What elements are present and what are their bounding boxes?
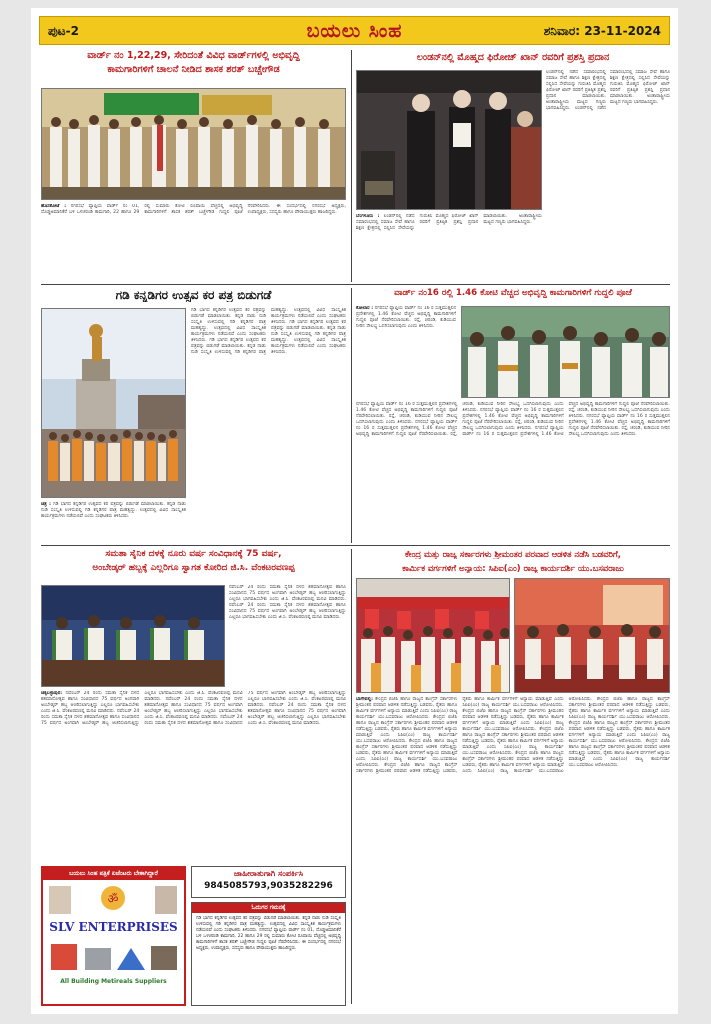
readers-notice-box: [191, 902, 346, 1006]
article-3-headline: ಗಡಿ ಕನ್ನಡಿಗರ ಉತ್ಸವ ಕರ ಪತ್ರ ಬಿಡುಗಡೆ: [115, 288, 272, 302]
article-2-side-body: ಲಂಡನ್‌ನಲ್ಲಿ ನಡೆದ ಸಮಾರಂಭದಲ್ಲಿ ಸಮಾಜ ಸೇವೆ ಹಾಗೂ ಶಿಕ್ಷಣ ಕ್ಷೇತ್ರದಲ್ಲಿ ಸಲ್ಲಿಸಿದ ಸೇವೆಯನ್ನು ಗುರುತಿಸಿ ಮೊಹ್ಮದ ಫಿರೋಜ್ ಖಾನ್ ರವರಿಗೆ ಪ್ರತಿಷ್ಠಿತ ಪ್ರಶಸ್ತಿ ಪ್ರದಾನ ಮಾಡಲಾಯಿತು. ಅಂತಾರಾಷ್ಟ್ರೀಯ ಮಟ್ಟದ ಗಣ್ಯರು ಭಾಗವಹಿಸಿದ್ದರು. ಲಂಡನ್‌ನಲ್ಲಿ ನಡೆದ ಸಮಾರಂಭದಲ್ಲಿ ಸಮಾಜ ಸೇವೆ ಹಾಗೂ ಶಿಕ್ಷಣ ಕ್ಷೇತ್ರದಲ್ಲಿ ಸಲ್ಲಿಸಿದ ಸೇವೆಯನ್ನು ಗುರುತಿಸಿ ಮೊಹ್ಮದ ಫಿರೋಜ್ ಖಾನ್ ರವರಿಗೆ ಪ್ರತಿಷ್ಠಿತ ಪ್ರಶಸ್ತಿ ಪ್ರದಾನ ಮಾಡಲಾಯಿತು. ಅಂತಾರಾಷ್ಟ್ರೀಯ ಮಟ್ಟದ ಗಣ್ಯರು ಭಾಗವಹಿಸಿದ್ದರು.: [546, 70, 670, 111]
article-6-body: ಬಾಗೇಪಲ್ಲಿ: ಕೇಂದ್ರದ ಬಿಜೆಪಿ ಹಾಗೂ ರಾಜ್ಯದ ಕಾಂಗ್ರೆಸ್ ಸರ್ಕಾರಗಳು ಶ್ರೀಮಂತರ ಪರವಾದ ಆಡಳಿತ ನಡೆಸುತ್ತಿದ್ದು ಬಡವರು, ರೈತರು ಹಾಗೂ ಕಾರ್ಮಿಕ ವರ್ಗಗಳಿಗೆ ಅನ್ಯಾಯ ಮಾಡುತ್ತಿವೆ ಎಂದು ಸಿಪಿಐ(ಎಂ) ರಾಜ್ಯ ಕಾರ್ಯದರ್ಶಿ ಯು.ಬಸವರಾಜು ಆರೋಪಿಸಿದರು. ಕೇಂದ್ರದ ಬಿಜೆಪಿ ಹಾಗೂ ರಾಜ್ಯದ ಕಾಂಗ್ರೆಸ್ ಸರ್ಕಾರಗಳು ಶ್ರೀಮಂತರ ಪರವಾದ ಆಡಳಿತ ನಡೆಸುತ್ತಿದ್ದು ಬಡವರು, ರೈತರು ಹಾಗೂ ಕಾರ್ಮಿಕ ವರ್ಗಗಳಿಗೆ ಅನ್ಯಾಯ ಮಾಡುತ್ತಿವೆ ಎಂದು ಸಿಪಿಐ(ಎಂ) ರಾಜ್ಯ ಕಾರ್ಯದರ್ಶಿ ಯು.ಬಸವರಾಜು ಆರೋಪಿಸಿದರು. ಕೇಂದ್ರದ ಬಿಜೆಪಿ ಹಾಗೂ ರಾಜ್ಯದ ಕಾಂಗ್ರೆಸ್ ಸರ್ಕಾರಗಳು ಶ್ರೀಮಂತರ ಪರವಾದ ಆಡಳಿತ ನಡೆಸುತ್ತಿದ್ದು ಬಡವರು, ರೈತರು ಹಾಗೂ ಕಾರ್ಮಿಕ ವರ್ಗಗಳಿಗೆ ಅನ್ಯಾಯ ಮಾಡುತ್ತಿವೆ ಎಂದು ಸಿಪಿಐ(ಎಂ) ರಾಜ್ಯ ಕಾರ್ಯದರ್ಶಿ ಯು.ಬಸವರಾಜು ಆರೋಪಿಸಿದರು. ಕೇಂದ್ರದ ಬಿಜೆಪಿ ಹಾಗೂ ರಾಜ್ಯದ ಕಾಂಗ್ರೆಸ್ ಸರ್ಕಾರಗಳು ಶ್ರೀಮಂತರ ಪರವಾದ ಆಡಳಿತ ನಡೆಸುತ್ತಿದ್ದು ಬಡವರು, ರೈತರು ಹಾಗೂ ಕಾರ್ಮಿಕ ವರ್ಗಗಳಿಗೆ ಅನ್ಯಾಯ ಮಾಡುತ್ತಿವೆ ಎಂದು ಸಿಪಿಐ(ಎಂ) ರಾಜ್ಯ ಕಾರ್ಯದರ್ಶಿ ಯು.ಬಸವರಾಜು ಆರೋಪಿಸಿದರು. ಕೇಂದ್ರದ ಬಿಜೆಪಿ ಹಾಗೂ ರಾಜ್ಯದ ಕಾಂಗ್ರೆಸ್ ಸರ್ಕಾರಗಳು ಶ್ರೀಮಂತರ ಪರವಾದ ಆಡಳಿತ ನಡೆಸುತ್ತಿದ್ದು ಬಡವರು, ರೈತರು ಹಾಗೂ ಕಾರ್ಮಿಕ ವರ್ಗಗಳಿಗೆ ಅನ್ಯಾಯ ಮಾಡುತ್ತಿವೆ ಎಂದು ಸಿಪಿಐ(ಎಂ) ರಾಜ್ಯ ಕಾರ್ಯದರ್ಶಿ ಯು.ಬಸವರಾಜು ಆರೋಪಿಸಿದರು. ಕೇಂದ್ರದ ಬಿಜೆಪಿ ಹಾಗೂ ರಾಜ್ಯದ ಕಾಂಗ್ರೆಸ್ ಸರ್ಕಾರಗಳು ಶ್ರೀಮಂತರ ಪರವಾದ ಆಡಳಿತ ನಡೆಸುತ್ತಿದ್ದು ಬಡವರು, ರೈತರು ಹಾಗೂ ಕಾರ್ಮಿಕ ವರ್ಗಗಳಿಗೆ ಅನ್ಯಾಯ ಮಾಡುತ್ತಿವೆ ಎಂದು ಸಿಪಿಐ(ಎಂ) ರಾಜ್ಯ ಕಾರ್ಯದರ್ಶಿ ಯು.ಬಸವರಾಜು ಆರೋಪಿಸಿದರು. ಕೇಂದ್ರದ ಬಿಜೆಪಿ ಹಾಗೂ ರಾಜ್ಯದ ಕಾಂಗ್ರೆಸ್ ಸರ್ಕಾರಗಳು ಶ್ರೀಮಂತರ ಪರವಾದ ಆಡಳಿತ ನಡೆಸುತ್ತಿದ್ದು ಬಡವರು, ರೈತರು ಹಾಗೂ ಕಾರ್ಮಿಕ ವರ್ಗಗಳಿಗೆ ಅನ್ಯಾಯ ಮಾಡುತ್ತಿವೆ ಎಂದು ಸಿಪಿಐ(ಎಂ) ರಾಜ್ಯ ಕಾರ್ಯದರ್ಶಿ ಯು.ಬಸವರಾಜು ಆರೋಪಿಸಿದರು. ಕೇಂದ್ರದ ಬಿಜೆಪಿ ಹಾಗೂ ರಾಜ್ಯದ ಕಾಂಗ್ರೆಸ್ ಸರ್ಕಾರಗಳು ಶ್ರೀಮಂತರ ಪರವಾದ ಆಡಳಿತ ನಡೆಸುತ್ತಿದ್ದು ಬಡವರು, ರೈತರು ಹಾಗೂ ಕಾರ್ಮಿಕ ವರ್ಗಗಳಿಗೆ ಅನ್ಯಾಯ ಮಾಡುತ್ತಿವೆ ಎಂದು ಸಿಪಿಐ(ಎಂ) ರಾಜ್ಯ ಕಾರ್ಯದರ್ಶಿ ಯು.ಬಸವರಾಜು ಆರೋಪಿಸಿದರು. ಕೇಂದ್ರದ ಬಿಜೆಪಿ ಹಾಗೂ ರಾಜ್ಯದ ಕಾಂಗ್ರೆಸ್ ಸರ್ಕಾರಗಳು ಶ್ರೀಮಂತರ ಪರವಾದ ಆಡಳಿತ ನಡೆಸುತ್ತಿದ್ದು ಬಡವರು, ರೈತರು ಹಾಗೂ ಕಾರ್ಮಿಕ ವರ್ಗಗಳಿಗೆ ಅನ್ಯಾಯ ಮಾಡುತ್ತಿವೆ ಎಂದು ಸಿಪಿಐ(ಎಂ) ರಾಜ್ಯ ಕಾರ್ಯದರ್ಶಿ ಯು.ಬಸವರಾಜು ಆರೋಪಿಸಿದರು. ಕೇಂದ್ರದ ಬಿಜೆಪಿ ಹಾಗೂ ರಾಜ್ಯದ ಕಾಂಗ್ರೆಸ್ ಸರ್ಕಾರಗಳು ಶ್ರೀಮಂತರ ಪರವಾದ ಆಡಳಿತ ನಡೆಸುತ್ತಿದ್ದು ಬಡವರು, ರೈತರು ಹಾಗೂ ಕಾರ್ಮಿಕ ವರ್ಗಗಳಿಗೆ ಅನ್ಯಾಯ ಮಾಡುತ್ತಿವೆ ಎಂದು ಸಿಪಿಐ(ಎಂ) ರಾಜ್ಯ ಕಾರ್ಯದರ್ಶಿ ಯು.ಬಸವರಾಜು ಆರೋಪಿಸಿದರು.: [356, 697, 670, 774]
notice-title: ಓದುಗರ ಗಮನಕ್ಕೆ: [192, 903, 345, 913]
svg-text:ॐ: ॐ: [107, 892, 119, 906]
article-4-headline: ವಾರ್ಡ್ ನಂ16 ರಲ್ಲಿ 1.46 ಕೋಟಿ ವೆಚ್ಚದ ಅಭಿವೃದ್ಧಿ ಕಾಮಗಾರಿಗಳಿಗೆ ಗುದ್ದಲಿ ಪೂಜೆ: [394, 288, 632, 298]
ad-graphics: [43, 880, 184, 920]
article-5-photo: [41, 585, 225, 687]
paper-title: ಬಯಲು ಸಿಂಹ: [306, 20, 403, 42]
article-1-headline-line1: ವಾರ್ಡ್ ನಂ 1,22,29, ಸೇರಿದಂತೆ ವಿವಿಧ ವಾರ್ಡ್‌ಗಳಲ್ಲಿ ಅಭಿವೃದ್ಧಿ: [87, 50, 300, 61]
article-6-photo-crowd: [356, 578, 510, 693]
article-1-photo: [41, 88, 346, 200]
article-1-headline-line2: ಕಾಮಗಾರಿಗಳಿಗೆ ಚಾಲನೆ ನೀಡಿದ ಶಾಸಕ ಶರತ್ ಬಚ್ಚೇಗೌಡ: [107, 64, 280, 75]
agent-wanted-banner: ಬಯಲು ಸಿಂಹ ಪತ್ರಿಕೆ ಏಜೆಂಟರು ಬೇಕಾಗಿದ್ದಾರೆ: [43, 868, 184, 880]
page-number: ಪುಟ-2: [48, 24, 79, 38]
article-4-lead-body: ಕೋಲಾರ : ನಗರಸಭೆ ವ್ಯಾಪ್ತಿಯ ವಾರ್ಡ್ ನಂ 16 ರ ಸುತ್ತಮುತ್ತಲಿನ ಪ್ರದೇಶಗಳಲ್ಲಿ 1.46 ಕೋಟಿ ವೆಚ್ಚದ ಅಭಿವೃದ್ಧಿ ಕಾಮಗಾರಿಗಳಿಗೆ ಗುದ್ದಲಿ ಪೂಜೆ ನೆರವೇರಿಸಲಾಯಿತು. ರಸ್ತೆ, ಚರಂಡಿ, ಕುಡಿಯುವ ನೀರಿನ ಸೌಲಭ್ಯ ಒದಗಿಸಲಾಗುವುದು ಎಂದು ತಿಳಿಸಿದರು.: [356, 306, 456, 329]
column-divider-top: [351, 50, 352, 282]
row-divider-2: [41, 545, 670, 546]
article-6-photo-stage: [514, 578, 670, 693]
row-divider-1: [41, 284, 670, 285]
article-6-headline-line1: ಕೇಂದ್ರ ಮತ್ತು ರಾಜ್ಯ ಸರ್ಕಾರಗಳು ಶ್ರೀಮಂತರ ಪರವಾದ ಆಡಳಿತ ನಡೆಸಿ ಬಡವರಿಗೆ,: [405, 549, 621, 559]
article-5-headline-line2: ಅಂಬೇಡ್ಕರ್ ಹಬ್ಬಕ್ಕೆ ಎಲ್ಲರಿಗೂ ಸ್ವಾಗತ ಕೋರಿದ ಜಿ.ಸಿ. ವೆಂಕಟರವಣಪ್ಪ: [92, 563, 295, 573]
article-4-body: ನಗರಸಭೆ ವ್ಯಾಪ್ತಿಯ ವಾರ್ಡ್ ನಂ 16 ರ ಸುತ್ತಮುತ್ತಲಿನ ಪ್ರದೇಶಗಳಲ್ಲಿ 1.46 ಕೋಟಿ ವೆಚ್ಚದ ಅಭಿವೃದ್ಧಿ ಕಾಮಗಾರಿಗಳಿಗೆ ಗುದ್ದಲಿ ಪೂಜೆ ನೆರವೇರಿಸಲಾಯಿತು. ರಸ್ತೆ, ಚರಂಡಿ, ಕುಡಿಯುವ ನೀರಿನ ಸೌಲಭ್ಯ ಒದಗಿಸಲಾಗುವುದು ಎಂದು ತಿಳಿಸಿದರು. ನಗರಸಭೆ ವ್ಯಾಪ್ತಿಯ ವಾರ್ಡ್ ನಂ 16 ರ ಸುತ್ತಮುತ್ತಲಿನ ಪ್ರದೇಶಗಳಲ್ಲಿ 1.46 ಕೋಟಿ ವೆಚ್ಚದ ಅಭಿವೃದ್ಧಿ ಕಾಮಗಾರಿಗಳಿಗೆ ಗುದ್ದಲಿ ಪೂಜೆ ನೆರವೇರಿಸಲಾಯಿತು. ರಸ್ತೆ, ಚರಂಡಿ, ಕುಡಿಯುವ ನೀರಿನ ಸೌಲಭ್ಯ ಒದಗಿಸಲಾಗುವುದು ಎಂದು ತಿಳಿಸಿದರು. ನಗರಸಭೆ ವ್ಯಾಪ್ತಿಯ ವಾರ್ಡ್ ನಂ 16 ರ ಸುತ್ತಮುತ್ತಲಿನ ಪ್ರದೇಶಗಳಲ್ಲಿ 1.46 ಕೋಟಿ ವೆಚ್ಚದ ಅಭಿವೃದ್ಧಿ ಕಾಮಗಾರಿಗಳಿಗೆ ಗುದ್ದಲಿ ಪೂಜೆ ನೆರವೇರಿಸಲಾಯಿತು. ರಸ್ತೆ, ಚರಂಡಿ, ಕುಡಿಯುವ ನೀರಿನ ಸೌಲಭ್ಯ ಒದಗಿಸಲಾಗುವುದು ಎಂದು ತಿಳಿಸಿದರು. ನಗರಸಭೆ ವ್ಯಾಪ್ತಿಯ ವಾರ್ಡ್ ನಂ 16 ರ ಸುತ್ತಮುತ್ತಲಿನ ಪ್ರದೇಶಗಳಲ್ಲಿ 1.46 ಕೋಟಿ ವೆಚ್ಚದ ಅಭಿವೃದ್ಧಿ ಕಾಮಗಾರಿಗಳಿಗೆ ಗುದ್ದಲಿ ಪೂಜೆ ನೆರವೇರಿಸಲಾಯಿತು. ರಸ್ತೆ, ಚರಂಡಿ, ಕುಡಿಯುವ ನೀರಿನ ಸೌಲಭ್ಯ ಒದಗಿಸಲಾಗುವುದು ಎಂದು ತಿಳಿಸಿದರು. ನಗರಸಭೆ ವ್ಯಾಪ್ತಿಯ ವಾರ್ಡ್ ನಂ 16 ರ ಸುತ್ತಮುತ್ತಲಿನ ಪ್ರದೇಶಗಳಲ್ಲಿ 1.46 ಕೋಟಿ ವೆಚ್ಚದ ಅಭಿವೃದ್ಧಿ ಕಾಮಗಾರಿಗಳಿಗೆ ಗುದ್ದಲಿ ಪೂಜೆ ನೆರವೇರಿಸಲಾಯಿತು. ರಸ್ತೆ, ಚರಂಡಿ, ಕುಡಿಯುವ ನೀರಿನ ಸೌಲಭ್ಯ ಒದಗಿಸಲಾಗುವುದು ಎಂದು ತಿಳಿಸಿದರು.: [356, 402, 670, 437]
column-divider-lower: [351, 549, 352, 1004]
classifieds-phone: 9845085793,9035282296: [204, 881, 333, 891]
company-tagline: All Building Metireals Suppliers: [60, 978, 167, 985]
article-2-headline: ಲಂಡನ್‌ನಲ್ಲಿ ಮೊಹ್ಮದ ಫಿರೋಜ್ ಖಾನ್ ರವರಿಗೆ ಪ್ರಶಸ್ತಿ ಪ್ರದಾನ: [416, 52, 610, 63]
notice-body: ಗಡಿ ಭಾಗದ ಕನ್ನಡಿಗರ ಉತ್ಸವದ ಕರ ಪತ್ರವನ್ನು ಬಿಡುಗಡೆ ಮಾಡಲಾಯಿತು. ಕನ್ನಡ ನಾಡು ನುಡಿ ಸಂಸ್ಕೃತಿ ಉಳಿಸುವಲ್ಲಿ ಗಡಿ ಕನ್ನಡಿಗರ ಪಾತ್ರ ಮಹತ್ವದ್ದು. ಉತ್ಸವದಲ್ಲಿ ವಿವಿಧ ಸಾಂಸ್ಕೃತಿಕ ಕಾರ್ಯಕ್ರಮಗಳು ನಡೆಯಲಿವೆ ಎಂದು ಸಂಘಟಕರು ತಿಳಿಸಿದರು. ನಗರಸಭೆ ವ್ಯಾಪ್ತಿಯ ವಾರ್ಡ್ ನಂ 01, ದೊಡ್ಡಅಮಾನಿಕೆರೆ ಬಳಿ ಒಳಚರಂಡಿ ಕಾಮಗಾರಿ, 22 ಹಾಗೂ 29 ರಲ್ಲಿ ಸುಮಾರು ಕೋಟಿ ರೂಪಾಯಿ ವೆಚ್ಚದಲ್ಲಿ ಅಭಿವೃದ್ಧಿ ಕಾಮಗಾರಿಗಳಿಗೆ ಶಾಸಕ ಶರತ್ ಬಚ್ಚೇಗೌಡ ಗುದ್ದಲಿ ಪೂಜೆ ನೆರವೇರಿಸಿದರು. ಈ ಸಂದರ್ಭದಲ್ಲಿ ನಗರಸಭೆ ಅಧ್ಯಕ್ಷರು, ಉಪಾಧ್ಯಕ್ಷರು, ಸದಸ್ಯರು ಹಾಗೂ ಪೌರಾಯುಕ್ತರು ಹಾಜರಿದ್ದರು.: [196, 916, 341, 951]
slv-enterprises-ad: [41, 866, 186, 1006]
ad-products: [43, 934, 184, 978]
classifieds-title: ಜಾಹೀರಾತುಗಾಗಿ ಸಂಪರ್ಕಿಸಿ: [233, 869, 304, 878]
article-3-photo: [41, 308, 186, 498]
article-2-body: ಬೆಂಗಳೂರು : ಲಂಡನ್‌ನಲ್ಲಿ ನಡೆದ ಸಮಾರಂಭದಲ್ಲಿ ಸಮಾಜ ಸೇವೆ ಹಾಗೂ ಶಿಕ್ಷಣ ಕ್ಷೇತ್ರದಲ್ಲಿ ಸಲ್ಲಿಸಿದ ಸೇವೆಯನ್ನು ಗುರುತಿಸಿ ಮೊಹ್ಮದ ಫಿರೋಜ್ ಖಾನ್ ರವರಿಗೆ ಪ್ರತಿಷ್ಠಿತ ಪ್ರಶಸ್ತಿ ಪ್ರದಾನ ಮಾಡಲಾಯಿತು. ಅಂತಾರಾಷ್ಟ್ರೀಯ ಮಟ್ಟದ ಗಣ್ಯರು ಭಾಗವಹಿಸಿದ್ದರು.: [356, 214, 542, 231]
article-3-caption: ಚಿತ್ರ : ಗಡಿ ಭಾಗದ ಕನ್ನಡಿಗರ ಉತ್ಸವದ ಕರ ಪತ್ರವನ್ನು ಬಿಡುಗಡೆ ಮಾಡಲಾಯಿತು. ಕನ್ನಡ ನಾಡು ನುಡಿ ಸಂಸ್ಕೃತಿ ಉಳಿಸುವಲ್ಲಿ ಗಡಿ ಕನ್ನಡಿಗರ ಪಾತ್ರ ಮಹತ್ವದ್ದು. ಉತ್ಸವದಲ್ಲಿ ವಿವಿಧ ಸಾಂಸ್ಕೃತಿಕ ಕಾರ್ಯಕ್ರಮಗಳು ನಡೆಯಲಿವೆ ಎಂದು ಸಂಘಟಕರು ತಿಳಿಸಿದರು.: [41, 502, 186, 519]
classifieds-box: [191, 866, 346, 898]
article-4-photo: [461, 306, 670, 398]
article-5-body: ಚಿಕ್ಕಬಳ್ಳಾಪುರ: ನವೆಂಬರ್ 24 ರಂದು ಸಮತಾ ಸೈನಿಕ ದಳದ ಶತಮಾನೋತ್ಸವ ಹಾಗೂ ಸಂವಿಧಾನದ 75 ವರ್ಷದ ಅಂಗವಾಗಿ ಅಂಬೇಡ್ಕರ್ ಹಬ್ಬ ಆಚರಿಸಲಾಗುತ್ತಿದ್ದು ಎಲ್ಲರೂ ಭಾಗವಹಿಸಬೇಕು ಎಂದು ಜಿ.ಸಿ. ವೆಂಕಟರವಣಪ್ಪ ಮನವಿ ಮಾಡಿದರು. ನವೆಂಬರ್ 24 ರಂದು ಸಮತಾ ಸೈನಿಕ ದಳದ ಶತಮಾನೋತ್ಸವ ಹಾಗೂ ಸಂವಿಧಾನದ 75 ವರ್ಷದ ಅಂಗವಾಗಿ ಅಂಬೇಡ್ಕರ್ ಹಬ್ಬ ಆಚರಿಸಲಾಗುತ್ತಿದ್ದು ಎಲ್ಲರೂ ಭಾಗವಹಿಸಬೇಕು ಎಂದು ಜಿ.ಸಿ. ವೆಂಕಟರವಣಪ್ಪ ಮನವಿ ಮಾಡಿದರು. ನವೆಂಬರ್ 24 ರಂದು ಸಮತಾ ಸೈನಿಕ ದಳದ ಶತಮಾನೋತ್ಸವ ಹಾಗೂ ಸಂವಿಧಾನದ 75 ವರ್ಷದ ಅಂಗವಾಗಿ ಅಂಬೇಡ್ಕರ್ ಹಬ್ಬ ಆಚರಿಸಲಾಗುತ್ತಿದ್ದು ಎಲ್ಲರೂ ಭಾಗವಹಿಸಬೇಕು ಎಂದು ಜಿ.ಸಿ. ವೆಂಕಟರವಣಪ್ಪ ಮನವಿ ಮಾಡಿದರು. ನವೆಂಬರ್ 24 ರಂದು ಸಮತಾ ಸೈನಿಕ ದಳದ ಶತಮಾನೋತ್ಸವ ಹಾಗೂ ಸಂವಿಧಾನದ 75 ವರ್ಷದ ಅಂಗವಾಗಿ ಅಂಬೇಡ್ಕರ್ ಹಬ್ಬ ಆಚರಿಸಲಾಗುತ್ತಿದ್ದು ಎಲ್ಲರೂ ಭಾಗವಹಿಸಬೇಕು ಎಂದು ಜಿ.ಸಿ. ವೆಂಕಟರವಣಪ್ಪ ಮನವಿ ಮಾಡಿದರು. ನವೆಂಬರ್ 24 ರಂದು ಸಮತಾ ಸೈನಿಕ ದಳದ ಶತಮಾನೋತ್ಸವ ಹಾಗೂ ಸಂವಿಧಾನದ 75 ವರ್ಷದ ಅಂಗವಾಗಿ ಅಂಬೇಡ್ಕರ್ ಹಬ್ಬ ಆಚರಿಸಲಾಗುತ್ತಿದ್ದು ಎಲ್ಲರೂ ಭಾಗವಹಿಸಬೇಕು ಎಂದು ಜಿ.ಸಿ. ವೆಂಕಟರವಣಪ್ಪ ಮನವಿ ಮಾಡಿದರು.: [41, 691, 346, 726]
article-3-body: ಗಡಿ ಭಾಗದ ಕನ್ನಡಿಗರ ಉತ್ಸವದ ಕರ ಪತ್ರವನ್ನು ಬಿಡುಗಡೆ ಮಾಡಲಾಯಿತು. ಕನ್ನಡ ನಾಡು ನುಡಿ ಸಂಸ್ಕೃತಿ ಉಳಿಸುವಲ್ಲಿ ಗಡಿ ಕನ್ನಡಿಗರ ಪಾತ್ರ ಮಹತ್ವದ್ದು. ಉತ್ಸವದಲ್ಲಿ ವಿವಿಧ ಸಾಂಸ್ಕೃತಿಕ ಕಾರ್ಯಕ್ರಮಗಳು ನಡೆಯಲಿವೆ ಎಂದು ಸಂಘಟಕರು ತಿಳಿಸಿದರು. ಗಡಿ ಭಾಗದ ಕನ್ನಡಿಗರ ಉತ್ಸವದ ಕರ ಪತ್ರವನ್ನು ಬಿಡುಗಡೆ ಮಾಡಲಾಯಿತು. ಕನ್ನಡ ನಾಡು ನುಡಿ ಸಂಸ್ಕೃತಿ ಉಳಿಸುವಲ್ಲಿ ಗಡಿ ಕನ್ನಡಿಗರ ಪಾತ್ರ ಮಹತ್ವದ್ದು. ಉತ್ಸವದಲ್ಲಿ ವಿವಿಧ ಸಾಂಸ್ಕೃತಿಕ ಕಾರ್ಯಕ್ರಮಗಳು ನಡೆಯಲಿವೆ ಎಂದು ಸಂಘಟಕರು ತಿಳಿಸಿದರು. ಗಡಿ ಭಾಗದ ಕನ್ನಡಿಗರ ಉತ್ಸವದ ಕರ ಪತ್ರವನ್ನು ಬಿಡುಗಡೆ ಮಾಡಲಾಯಿತು. ಕನ್ನಡ ನಾಡು ನುಡಿ ಸಂಸ್ಕೃತಿ ಉಳಿಸುವಲ್ಲಿ ಗಡಿ ಕನ್ನಡಿಗರ ಪಾತ್ರ ಮಹತ್ವದ್ದು. ಉತ್ಸವದಲ್ಲಿ ವಿವಿಧ ಸಾಂಸ್ಕೃತಿಕ ಕಾರ್ಯಕ್ರಮಗಳು ನಡೆಯಲಿವೆ ಎಂದು ಸಂಘಟಕರು ತಿಳಿಸಿದರು.: [191, 308, 346, 355]
column-divider-middle: [351, 288, 352, 543]
issue-date: ಶನಿವಾರ: 23-11-2024: [543, 24, 661, 38]
newspaper-page: [31, 8, 678, 1014]
article-5-side-body: ನವೆಂಬರ್ 24 ರಂದು ಸಮತಾ ಸೈನಿಕ ದಳದ ಶತಮಾನೋತ್ಸವ ಹಾಗೂ ಸಂವಿಧಾನದ 75 ವರ್ಷದ ಅಂಗವಾಗಿ ಅಂಬೇಡ್ಕರ್ ಹಬ್ಬ ಆಚರಿಸಲಾಗುತ್ತಿದ್ದು ಎಲ್ಲರೂ ಭಾಗವಹಿಸಬೇಕು ಎಂದು ಜಿ.ಸಿ. ವೆಂಕಟರವಣಪ್ಪ ಮನವಿ ಮಾಡಿದರು. ನವೆಂಬರ್ 24 ರಂದು ಸಮತಾ ಸೈನಿಕ ದಳದ ಶತಮಾನೋತ್ಸವ ಹಾಗೂ ಸಂವಿಧಾನದ 75 ವರ್ಷದ ಅಂಗವಾಗಿ ಅಂಬೇಡ್ಕರ್ ಹಬ್ಬ ಆಚರಿಸಲಾಗುತ್ತಿದ್ದು ಎಲ್ಲರೂ ಭಾಗವಹಿಸಬೇಕು ಎಂದು ಜಿ.ಸಿ. ವೆಂಕಟರವಣಪ್ಪ ಮನವಿ ಮಾಡಿದರು.: [229, 585, 346, 620]
article-2-photo: [356, 70, 542, 210]
article-5-headline-line1: ಸಮತಾ ಸೈನಿಕ ದಳಕ್ಕೆ ನೂರು ವರ್ಷ ಸಂವಿಧಾನಕ್ಕೆ 75 ವರ್ಷ,: [105, 549, 282, 559]
company-name: SLV ENTERPRISES: [49, 920, 178, 934]
article-6-headline-line2: ಕಾರ್ಮಿಕ ವರ್ಗಗಳಿಗೆ ಅನ್ಯಾಯ: ಸಿಪಿಐ(ಎಂ) ರಾಜ್ಯ ಕಾರ್ಯದರ್ಶಿ ಯು.ಬಸವರಾಜು: [402, 563, 624, 573]
article-1-body: ಹೊಸಕೋಟೆ : ನಗರಸಭೆ ವ್ಯಾಪ್ತಿಯ ವಾರ್ಡ್ ನಂ 01, ದೊಡ್ಡಅಮಾನಿಕೆರೆ ಬಳಿ ಒಳಚರಂಡಿ ಕಾಮಗಾರಿ, 22 ಹಾಗೂ 29 ರಲ್ಲಿ ಸುಮಾರು ಕೋಟಿ ರೂಪಾಯಿ ವೆಚ್ಚದಲ್ಲಿ ಅಭಿವೃದ್ಧಿ ಕಾಮಗಾರಿಗಳಿಗೆ ಶಾಸಕ ಶರತ್ ಬಚ್ಚೇಗೌಡ ಗುದ್ದಲಿ ಪೂಜೆ ನೆರವೇರಿಸಿದರು. ಈ ಸಂದರ್ಭದಲ್ಲಿ ನಗರಸಭೆ ಅಧ್ಯಕ್ಷರು, ಉಪಾಧ್ಯಕ್ಷರು, ಸದಸ್ಯರು ಹಾಗೂ ಪೌರಾಯುಕ್ತರು ಹಾಜರಿದ್ದರು.: [41, 204, 346, 215]
masthead: [39, 16, 670, 45]
